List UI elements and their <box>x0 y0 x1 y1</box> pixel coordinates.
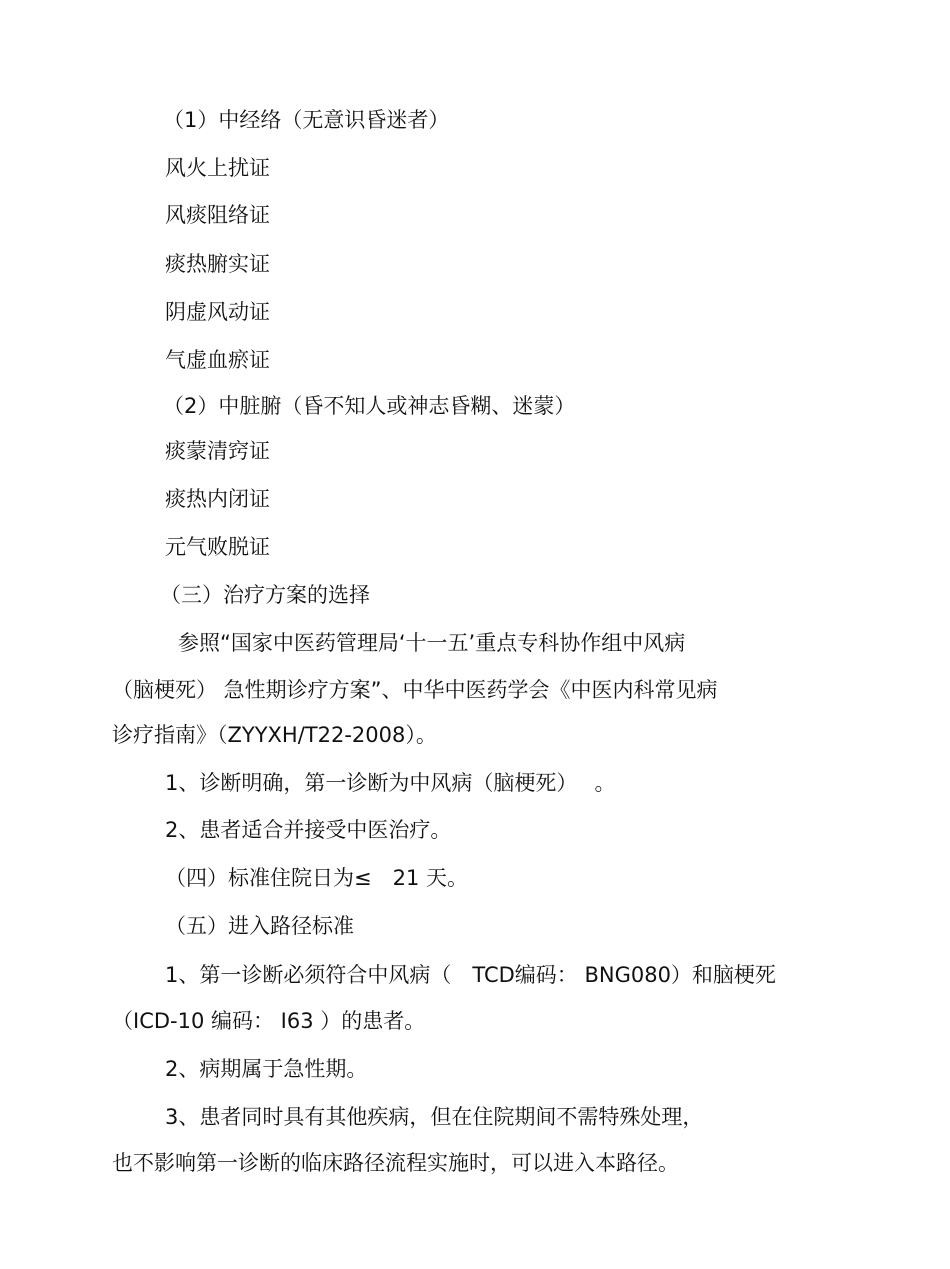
section-heading-entry: （五）进入路径标准 <box>165 914 354 938</box>
section-heading-zhongzangfu: （2）中脏腑（昏不知人或神志昏糊、迷蒙） <box>163 394 576 418</box>
syndrome-item: 阴虚风动证 <box>165 300 270 324</box>
syndrome-item: 风痰阻络证 <box>165 203 270 227</box>
section-heading-stay: （四）标准住院日为≤ 21 天。 <box>165 866 468 890</box>
section-heading-zhongjingluo: （1）中经络（无意识昏迷者） <box>163 108 450 132</box>
paragraph-line: （脑梗死） 急性期诊疗方案”、中华中医药学会《中医内科常见病 <box>112 678 718 702</box>
paragraph-line: （ICD-10 编码： I63 ）的患者。 <box>112 1009 426 1033</box>
syndrome-item: 风火上扰证 <box>165 156 270 180</box>
list-item: 2、患者适合并接受中医治疗。 <box>165 818 452 842</box>
list-item: 1、诊断明确，第一诊断为中风病（脑梗死） 。 <box>165 771 616 795</box>
section-heading-treatment: （三）治疗方案的选择 <box>160 583 370 607</box>
paragraph-line: 参照“国家中医药管理局‘十一五’重点专科协作组中风病 <box>178 631 686 655</box>
syndrome-item: 元气败脱证 <box>165 535 270 559</box>
list-item: 2、病期属于急性期。 <box>165 1057 368 1081</box>
paragraph-line: 诊疗指南》（ZYYXH/T22-2008）。 <box>112 723 437 747</box>
paragraph-line: 也不影响第一诊断的临床路径流程实施时，可以进入本路径。 <box>112 1151 679 1175</box>
paragraph-line: 1、第一诊断必须符合中风病（ TCD编码： BNG080）和脑梗死 <box>165 963 776 987</box>
syndrome-item: 痰热腑实证 <box>165 252 270 276</box>
syndrome-item: 痰热内闭证 <box>165 487 270 511</box>
syndrome-item: 气虚血瘀证 <box>165 348 270 372</box>
syndrome-item: 痰蒙清窍证 <box>165 439 270 463</box>
paragraph-line: 3、患者同时具有其他疾病，但在住院期间不需特殊处理， <box>165 1105 704 1129</box>
